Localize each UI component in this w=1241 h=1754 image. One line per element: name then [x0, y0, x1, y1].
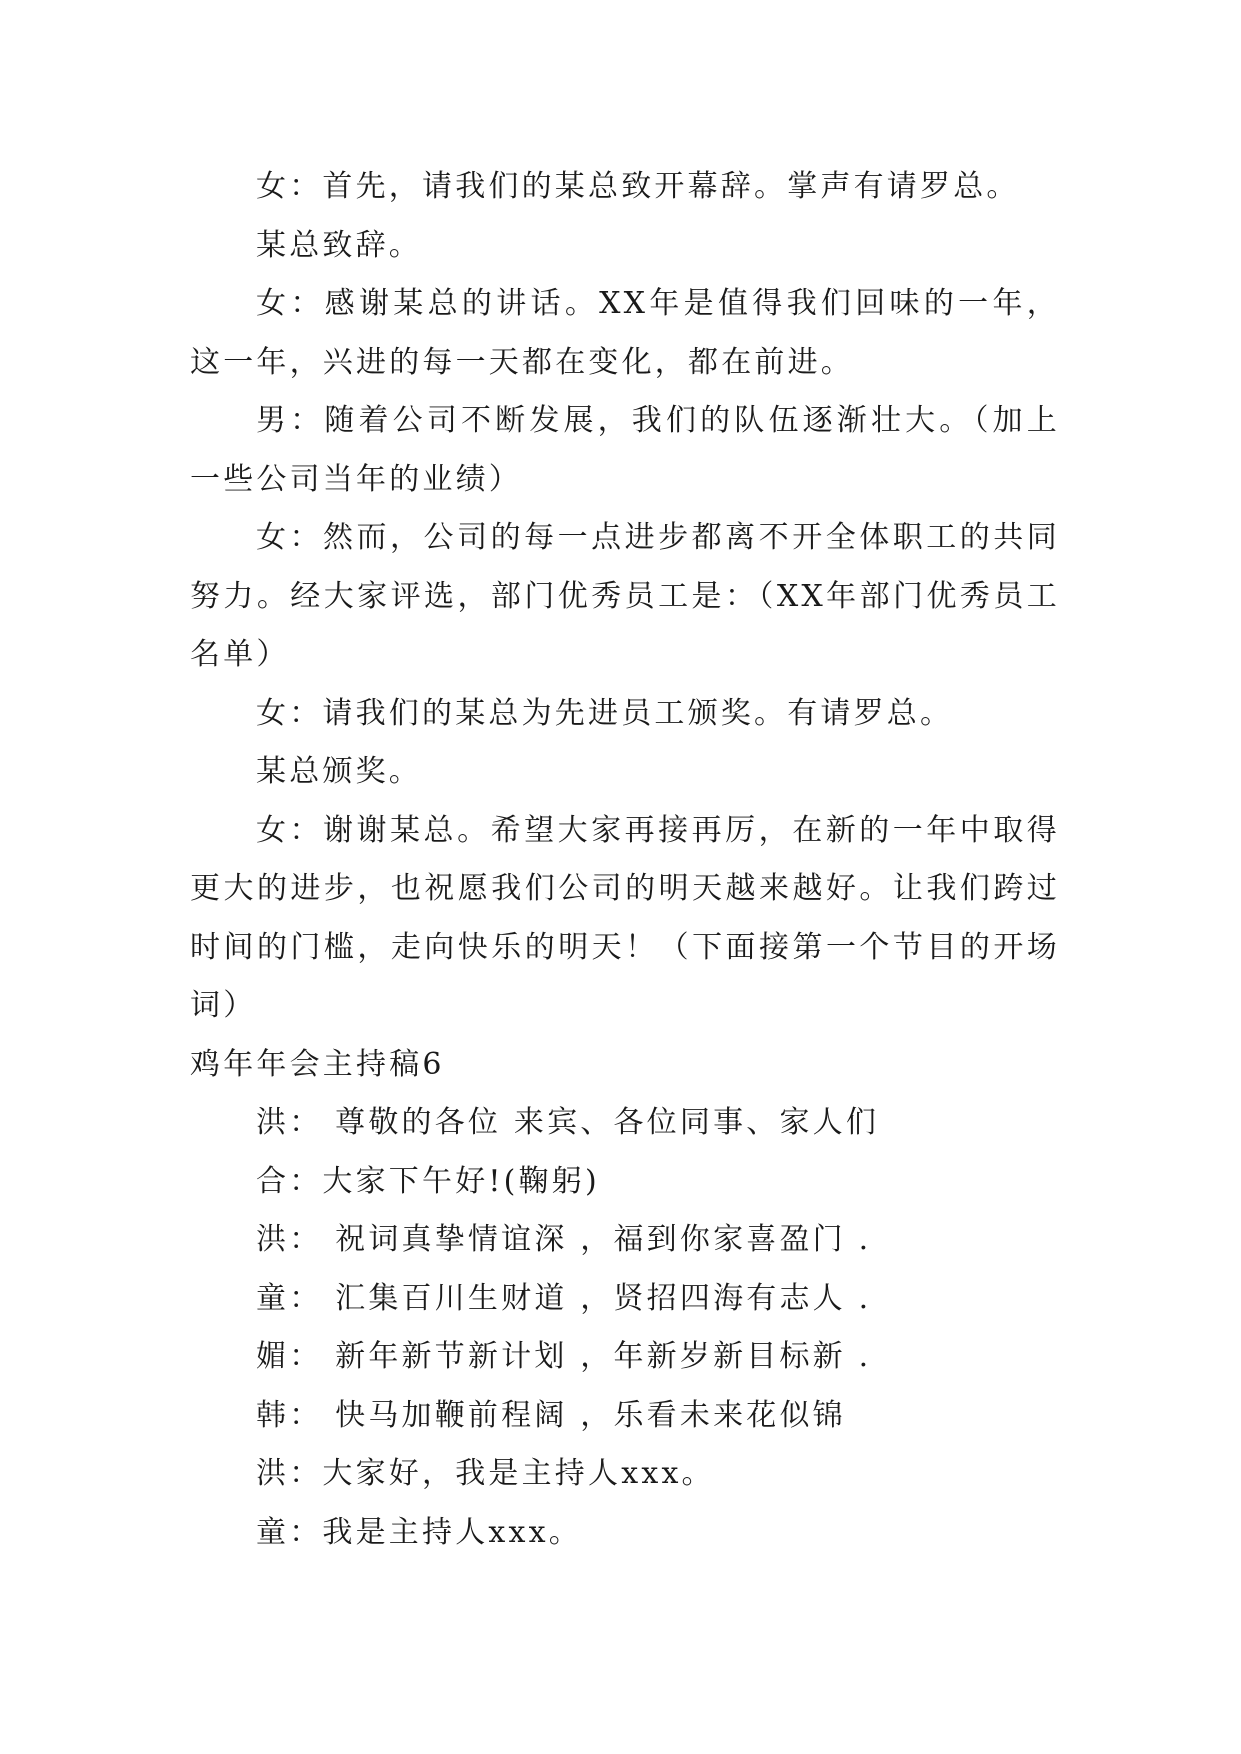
paragraph-award-action: 某总颁奖。	[256, 754, 422, 789]
section-heading: 鸡年年会主持稿6	[190, 1046, 445, 1082]
script-line-couplet-1: 洪： 祝词真挚情谊深 ，福到你家喜盈门 .	[256, 1222, 872, 1257]
paragraph-closing-wish: 女：谢谢某总。希望大家再接再厉，在新的一年中取得更大的进步，也祝愿我们公司的明天越来越好。让我们跨过时间的门槛，走向快乐的明天！（下面接第一个节目的开场词）	[190, 812, 1060, 1023]
script-line-couplet-4: 韩： 快马加鞭前程阔 ，乐看未来花似锦	[256, 1397, 846, 1433]
document-body	[190, 158, 1060, 1562]
script-line-host-intro-1: 洪：大家好，我是主持人xxx。	[256, 1456, 715, 1491]
script-line-greeting: 洪： 尊敬的各位 来宾、各位同事、家人们	[256, 1105, 880, 1140]
script-line-couplet-2: 童： 汇集百川生财道 ，贤招四海有志人 .	[256, 1280, 872, 1316]
script-line-couplet-3: 媚： 新年新节新计划 ，年新岁新目标新 .	[256, 1339, 872, 1374]
paragraph-opening-speech: 女：首先，请我们的某总致开幕辞。掌声有请罗总。	[256, 169, 1020, 204]
paragraph-company-growth: 男：随着公司不断发展，我们的队伍逐渐壮大。（加上一些公司当年的业绩）	[190, 403, 1060, 497]
paragraph-excellent-staff: 女：然而，公司的每一点进步都离不开全体职工的共同努力。经大家评选，部门优秀员工是：（XX年部门优秀员工名单）	[190, 520, 1060, 672]
paragraph-award-invitation: 女：请我们的某总为先进员工颁奖。有请罗总。	[256, 695, 954, 731]
script-line-all-greet: 合：大家下午好!(鞠躬)	[256, 1163, 600, 1199]
paragraph-speech-action: 某总致辞。	[256, 227, 422, 263]
paragraph-thanks-speech: 女：感谢某总的讲话。XX年是值得我们回味的一年，这一年，兴进的每一天都在变化，都在前进。	[190, 286, 1060, 380]
script-line-host-intro-2: 童：我是主持人xxx。	[256, 1514, 582, 1550]
